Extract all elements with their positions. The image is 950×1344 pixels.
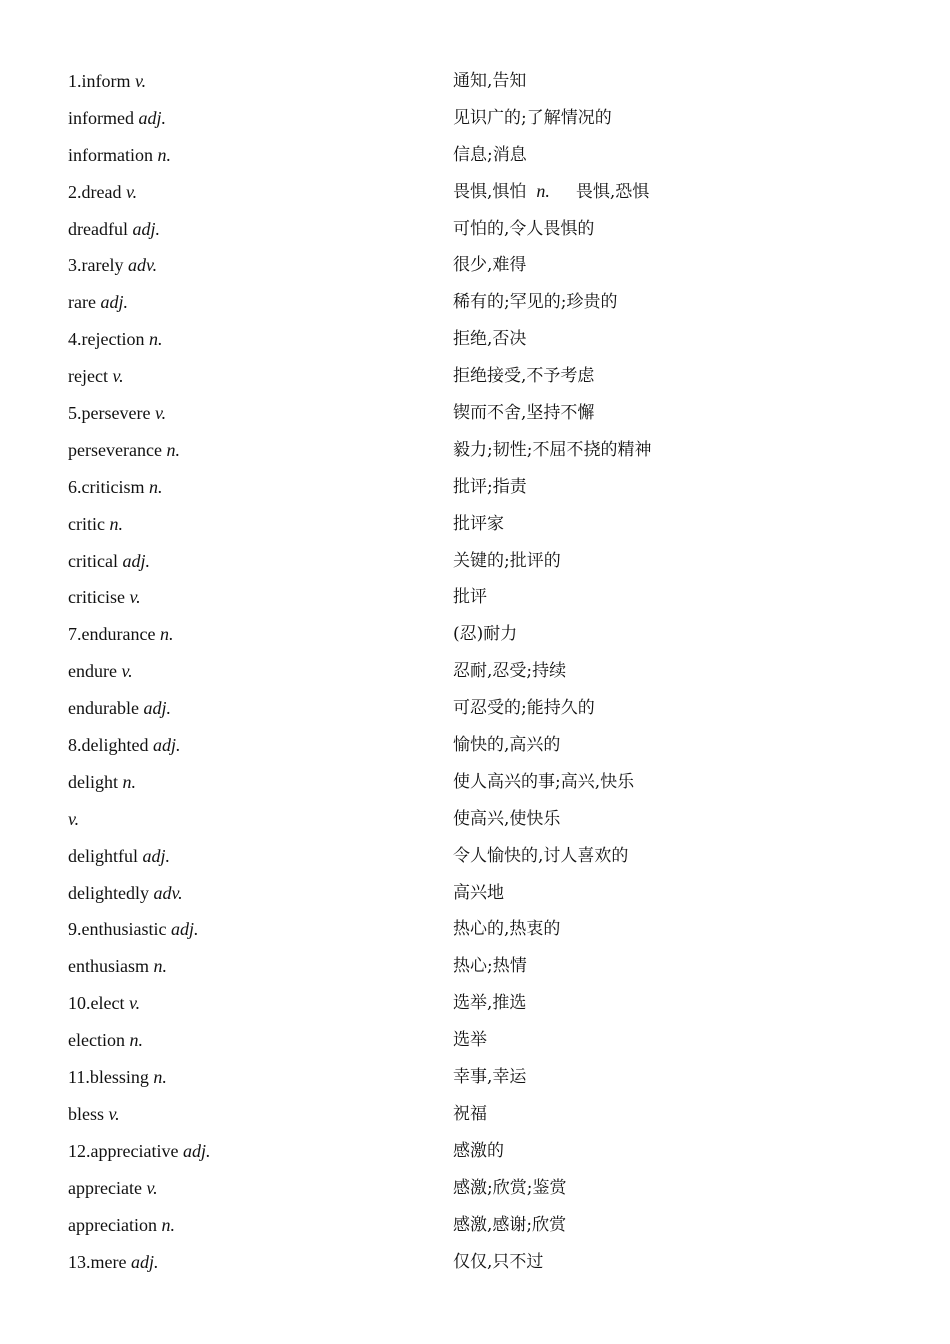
part-of-speech: v. (129, 587, 141, 608)
part-of-speech: n. (159, 624, 174, 645)
part-of-speech: v. (128, 993, 141, 1014)
vocab-entry (68, 911, 888, 948)
english-term (68, 1207, 453, 1244)
term-word: bless (68, 1103, 109, 1124)
term-word: 8.delighted (68, 735, 153, 756)
chinese-meaning: 感激,感谢;欣赏 (453, 1214, 567, 1235)
part-of-speech: v. (121, 661, 133, 682)
chinese-meaning: 忍耐,忍受;持续 (453, 661, 567, 682)
vocab-entry (68, 801, 888, 838)
vocab-entry (68, 1096, 888, 1133)
part-of-speech: adv. (153, 882, 183, 903)
english-term (68, 63, 453, 100)
chinese-meaning: 祝福 (453, 1103, 487, 1124)
term-word: delightedly (68, 882, 154, 903)
vocab-entry (68, 653, 888, 690)
english-term (68, 100, 453, 137)
english-term (68, 358, 453, 395)
vocab-entry (68, 395, 888, 432)
english-term (68, 1096, 453, 1133)
chinese-meaning (453, 173, 888, 211)
english-term (68, 985, 453, 1022)
english-term (68, 764, 453, 801)
english-term (68, 432, 453, 469)
english-term (68, 653, 453, 690)
term-word: critic (68, 513, 110, 534)
part-of-speech: n. (122, 771, 136, 792)
term-word: perseverance (68, 439, 167, 460)
term-word: 7.endurance (68, 624, 160, 645)
english-term (68, 395, 453, 432)
vocab-entry (68, 1059, 888, 1096)
english-term (68, 838, 453, 875)
english-term (68, 247, 453, 284)
part-of-speech: adj. (100, 292, 128, 313)
chinese-meaning: 锲而不舍,坚持不懈 (453, 403, 595, 424)
english-term (68, 321, 453, 358)
part-of-speech: v. (112, 366, 124, 387)
chinese-meaning: 幸事,幸运 (453, 1067, 527, 1088)
vocab-entry (68, 985, 888, 1022)
chinese-meaning: 毅力;韧性;不屈不挠的精神 (453, 439, 652, 460)
english-term (68, 1133, 453, 1170)
term-word: 9.enthusiastic (68, 919, 171, 940)
vocab-entry (68, 137, 888, 174)
term-word: rare (68, 292, 101, 313)
term-word: endure (68, 661, 122, 682)
term-word: 3.rarely (68, 255, 128, 276)
english-term (68, 579, 453, 616)
chinese-meaning: 见识广的;了解情况的 (453, 107, 612, 128)
vocab-entry (68, 211, 888, 248)
term-word: critical (68, 550, 123, 571)
part-of-speech: v. (135, 71, 147, 91)
term-word: 12.appreciative (68, 1140, 183, 1161)
chinese-meaning: 使高兴,使快乐 (453, 808, 561, 829)
english-term (68, 801, 453, 838)
term-word: dreadful (68, 218, 133, 239)
chinese-meaning: 稀有的;罕见的;珍贵的 (453, 292, 618, 313)
english-term (68, 690, 453, 727)
chinese-meaning: 可怕的,令人畏惧的 (453, 218, 595, 239)
vocab-entry (68, 1244, 888, 1281)
part-of-speech: adj. (130, 1251, 159, 1272)
extra-meaning-text: 畏惧,恐惧 (575, 182, 650, 203)
term-word: appreciation (68, 1214, 162, 1235)
vocab-entry (68, 100, 888, 137)
vocab-entry (68, 284, 888, 321)
vocab-entry (68, 321, 888, 358)
part-of-speech: n. (148, 329, 163, 350)
term-word: 2.dread (68, 181, 126, 202)
part-of-speech: n. (153, 1067, 167, 1088)
english-term (68, 469, 453, 506)
part-of-speech: adj. (138, 107, 166, 128)
part-of-speech: n. (148, 476, 163, 497)
english-term (68, 1244, 453, 1281)
extra-part-of-speech: n. (536, 181, 550, 202)
vocab-entry (68, 247, 888, 284)
english-term (68, 137, 453, 174)
vocab-entry (68, 469, 888, 506)
part-of-speech: adj. (170, 919, 199, 940)
part-of-speech: v. (68, 808, 80, 829)
term-word: information (68, 144, 158, 165)
english-term (68, 911, 453, 948)
vocab-entry (68, 616, 888, 653)
vocab-entry (68, 358, 888, 395)
chinese-meaning: (忍)耐力 (453, 624, 518, 645)
vocab-entry (68, 1022, 888, 1059)
term-word: delight (68, 771, 123, 792)
english-term (68, 948, 453, 985)
part-of-speech: adj. (152, 735, 181, 756)
vocab-entry (68, 875, 888, 912)
term-word: 1.inform (68, 71, 135, 91)
term-word: 13.mere (68, 1251, 131, 1272)
term-word: reject (68, 366, 113, 387)
vocab-entry (68, 1133, 888, 1170)
english-term (68, 543, 453, 580)
chinese-meaning: 感激的 (453, 1140, 504, 1161)
term-word: 6.criticism (68, 476, 149, 497)
vocab-entry (68, 1170, 888, 1207)
vocab-entry (68, 432, 888, 469)
meaning-text: 畏惧,惧怕 (453, 182, 527, 203)
part-of-speech: n. (166, 439, 180, 460)
part-of-speech: adj. (142, 845, 171, 866)
part-of-speech: v. (125, 181, 138, 202)
chinese-meaning: 愉快的,高兴的 (453, 735, 561, 756)
chinese-meaning: 选举,推选 (453, 993, 527, 1014)
vocab-entry (68, 543, 888, 580)
part-of-speech: n. (129, 1030, 143, 1051)
part-of-speech: n. (153, 956, 167, 977)
english-term (68, 174, 453, 211)
english-term (68, 1170, 453, 1207)
vocab-entry (68, 948, 888, 985)
chinese-meaning: 拒绝,否决 (453, 329, 527, 350)
part-of-speech: adj. (182, 1140, 211, 1161)
chinese-meaning: 使人高兴的事;高兴,快乐 (453, 771, 635, 792)
chinese-meaning: 拒绝接受,不予考虑 (453, 366, 595, 387)
chinese-meaning: 关键的;批评的 (453, 550, 561, 571)
vocab-entry (68, 764, 888, 801)
term-word: election (68, 1030, 130, 1051)
english-term (68, 616, 453, 653)
term-word: endurable (68, 698, 144, 719)
chinese-meaning: 批评家 (453, 513, 504, 534)
chinese-meaning: 令人愉快的,讨人喜欢的 (453, 845, 629, 866)
vocab-entry (68, 838, 888, 875)
chinese-meaning: 信息;消息 (453, 144, 527, 165)
part-of-speech: adj. (132, 218, 160, 239)
english-term (68, 211, 453, 248)
chinese-meaning: 通知,告知 (453, 71, 527, 91)
vocabulary-list (68, 63, 888, 1280)
chinese-meaning: 选举 (453, 1030, 487, 1051)
chinese-meaning: 可忍受的;能持久的 (453, 698, 595, 719)
part-of-speech: v. (146, 1177, 158, 1198)
part-of-speech: n. (109, 513, 123, 534)
english-term (68, 727, 453, 764)
term-word: 4.rejection (68, 329, 149, 350)
term-word: appreciate (68, 1177, 147, 1198)
term-word: 10.elect (68, 993, 129, 1014)
part-of-speech: n. (157, 144, 171, 165)
vocab-entry (68, 174, 888, 211)
part-of-speech: adj. (143, 698, 171, 719)
chinese-meaning: 仅仅,只不过 (453, 1251, 544, 1272)
term-word: 11.blessing (68, 1067, 154, 1088)
english-term (68, 1022, 453, 1059)
vocab-entry (68, 727, 888, 764)
chinese-meaning: 热心的,热衷的 (453, 919, 561, 940)
vocab-entry (68, 1207, 888, 1244)
english-term (68, 506, 453, 543)
chinese-meaning: 很少,难得 (453, 255, 527, 276)
english-term (68, 1059, 453, 1096)
part-of-speech: v. (108, 1103, 120, 1124)
part-of-speech: adv. (127, 255, 158, 276)
vocab-entry (68, 63, 888, 100)
term-word: enthusiasm (68, 956, 154, 977)
part-of-speech: n. (161, 1214, 175, 1235)
vocab-entry (68, 579, 888, 616)
term-word: informed (68, 107, 139, 128)
term-word: delightful (68, 845, 143, 866)
chinese-meaning: 热心;热情 (453, 956, 527, 977)
chinese-meaning: 批评;指责 (453, 476, 527, 497)
chinese-meaning: 高兴地 (453, 882, 504, 903)
term-word: criticise (68, 587, 130, 608)
part-of-speech: v. (154, 403, 167, 424)
term-word: 5.persevere (68, 403, 155, 424)
english-term (68, 284, 453, 321)
chinese-meaning: 批评 (453, 587, 487, 608)
english-term (68, 875, 453, 912)
chinese-meaning: 感激;欣赏;鉴赏 (453, 1177, 567, 1198)
vocab-entry (68, 506, 888, 543)
part-of-speech: adj. (122, 550, 150, 571)
vocab-entry (68, 690, 888, 727)
